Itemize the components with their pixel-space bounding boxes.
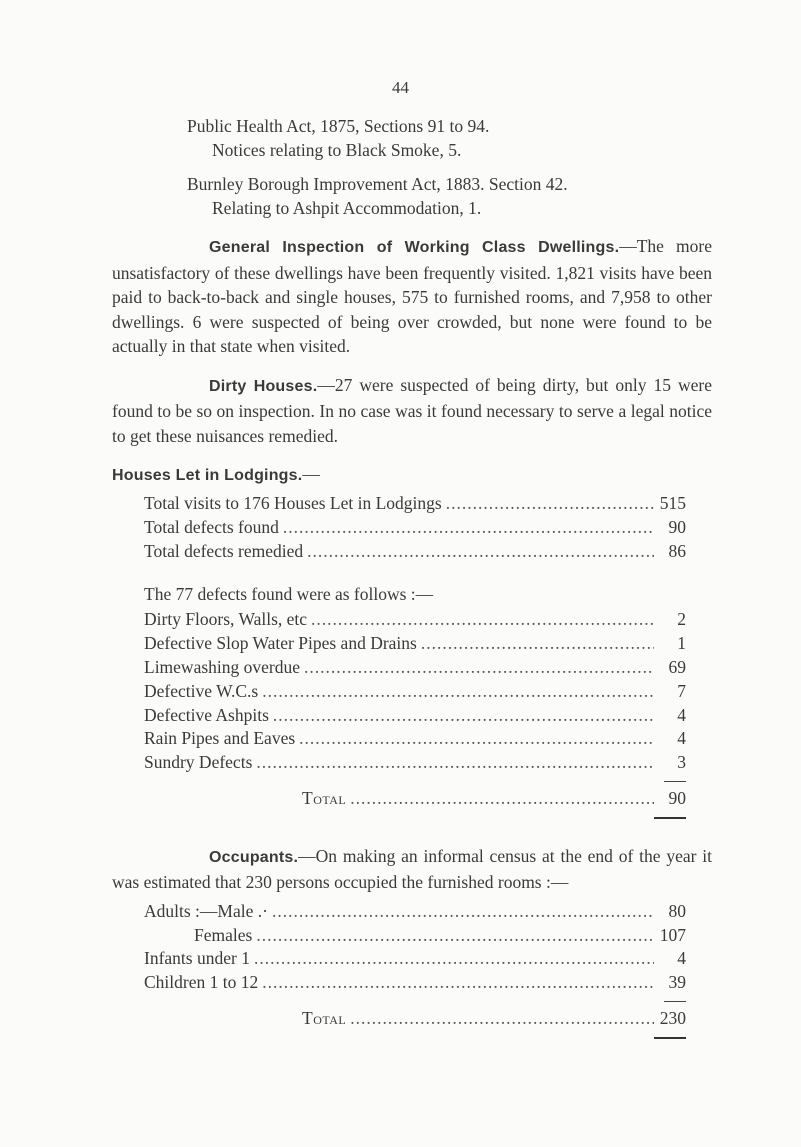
list-item: Rain Pipes and Eaves ..... 4 xyxy=(144,728,686,752)
dirty-houses-heading: Dirty Houses. xyxy=(209,377,318,395)
occupants-total-row: Total ..... 230 xyxy=(144,1008,686,1032)
lodgings-heading-line xyxy=(112,462,712,488)
list-item: Children 1 to 12 ..... 39 xyxy=(144,972,686,996)
list-item: Sundry Defects ..... 3 xyxy=(144,752,686,776)
occupants-list xyxy=(112,901,712,1044)
list-item: Defective W.C.s ..... 7 xyxy=(144,681,686,705)
occupants-heading: Occupants. xyxy=(209,848,299,866)
dirty-houses-text: —27 were suspected of being dirty, but only 15 were found to be so on inspection. In no case was it found necessary to serve a legal notice to get these nuisances remedied. xyxy=(112,374,712,446)
list-item: Adults :—Male .· ..... 80 xyxy=(144,901,686,925)
act-title: Burnley Borough Improvement Act, 1883. Section 42. xyxy=(187,174,568,194)
occupants-text: —On making an informal census at the end of the year it was estimated that 230 persons occupied the furnished rooms :— xyxy=(112,845,712,893)
list-item: Infants under 1 ..... 4 xyxy=(144,948,686,972)
lodgings-heading-dash: — xyxy=(302,464,320,484)
list-item: Defective Slop Water Pipes and Drains ..... 1 xyxy=(144,633,686,657)
lodgings-heading: Houses Let in Lodgings. xyxy=(112,467,303,484)
list-item: Dirty Floors, Walls, etc ..... 2 xyxy=(144,609,686,633)
list-item: Defective Ashpits ..... 4 xyxy=(144,705,686,729)
dirty-houses-paragraph xyxy=(112,373,712,449)
act-detail: Notices relating to Black Smoke, 5. xyxy=(212,140,462,160)
list-item: Limewashing overdue ..... 69 xyxy=(144,657,686,681)
occupants-paragraph xyxy=(112,844,712,895)
page-number: 44 xyxy=(392,78,409,97)
defects-list xyxy=(112,609,712,823)
list-item: Females ..... 107 xyxy=(144,925,686,949)
defects-total-row: Total ..... 90 xyxy=(144,788,686,812)
list-item: Total defects found ..... 90 xyxy=(144,517,686,541)
sum-rule xyxy=(144,776,686,788)
total-rule xyxy=(144,1032,686,1044)
act-title: Public Health Act, 1875, Sections 91 to 94. xyxy=(187,116,490,136)
act-detail: Relating to Ashpit Accommodation, 1. xyxy=(212,198,482,218)
list-item: Total visits to 176 Houses Let in Lodgings ..... 515 xyxy=(144,493,686,517)
list-item: Total defects remedied ..... 86 xyxy=(144,541,686,565)
defects-intro: The 77 defects found were as follows :— xyxy=(144,584,434,605)
general-inspection-text: —The more unsatisfactory of these dwellings have been frequently visited. 1,821 visits have been paid to back-to-back and single houses, 575 to furnished rooms, and 7,958 to other dwellings. 6 were suspected of being over crowded, but none were found to be actually in that state when visited. xyxy=(112,236,712,356)
general-inspection-paragraph xyxy=(112,234,712,359)
general-inspection-heading: General Inspection of Working Class Dwellings. xyxy=(209,239,620,256)
page-content xyxy=(112,114,712,1044)
sum-rule xyxy=(144,996,686,1008)
lodgings-list xyxy=(112,493,712,564)
total-rule xyxy=(144,812,686,824)
